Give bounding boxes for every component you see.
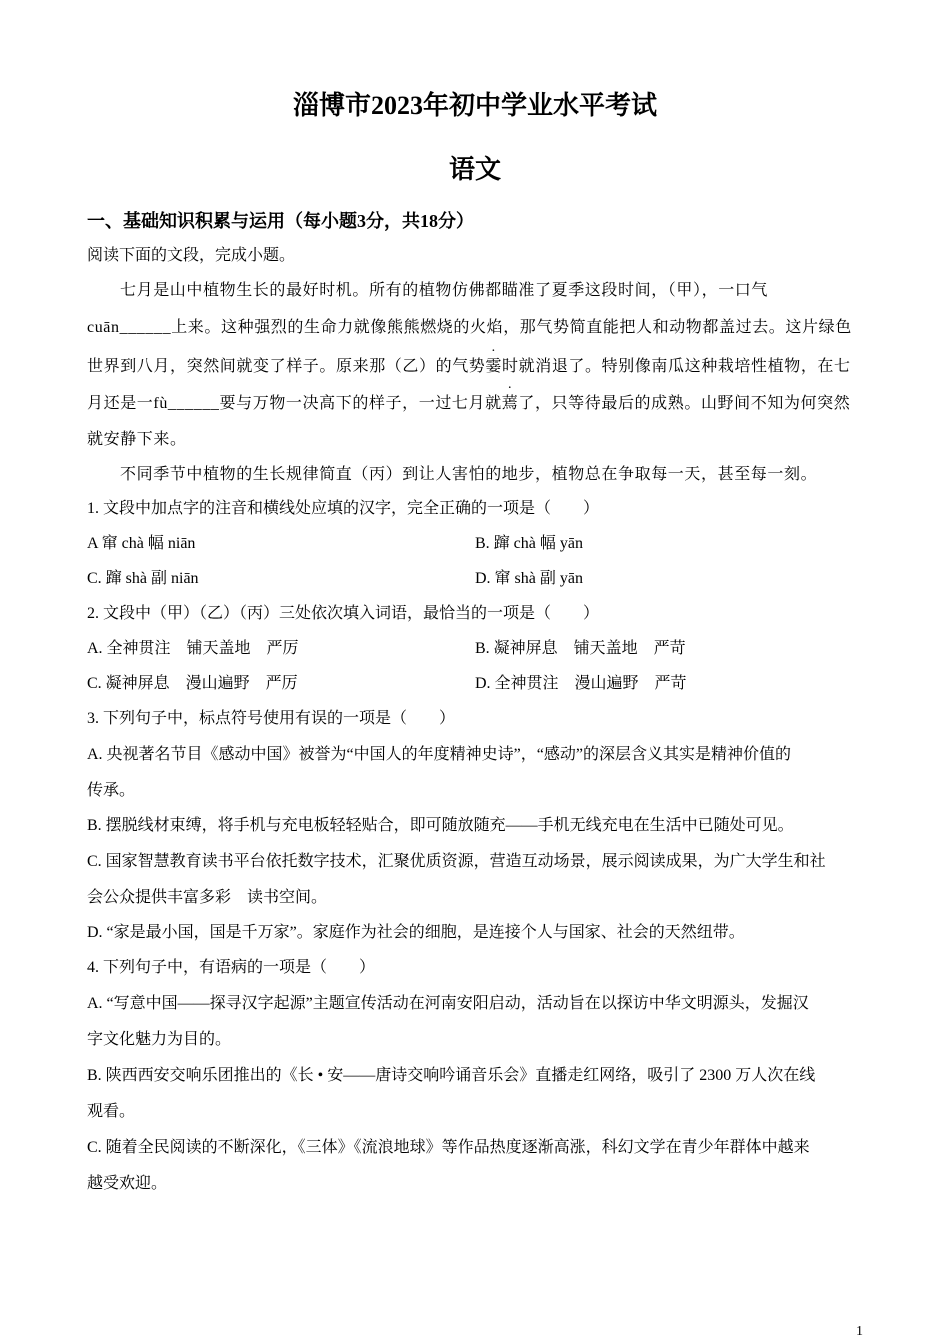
dotted-character: 蔫 [501,395,519,412]
passage-text: 月还是一fù______要与万物一决高下的样子，一过七月就 [87,395,502,412]
passage-text: 了，只等待最后的成熟。山野间不知为何突然 [518,395,851,412]
question-1-option-c: C. 蹿 shà 副 niān [87,570,199,587]
question-3-stem: 3. 下列句子中，标点符号使用有误的一项是（ ） [87,710,456,727]
section-heading: 一、基础知识积累与运用（每小题3分，共18分） [87,211,474,231]
question-1-option-b: B. 蹿 chà 幅 yān [475,535,583,552]
question-4-stem: 4. 下列句子中，有语病的一项是（ ） [87,959,376,976]
question-1-stem: 1. 文段中加点字的注音和横线处应填的汉字，完全正确的一项是（ ） [87,500,600,517]
passage-line-3 [87,355,851,379]
question-1-option-a: A 窜 chà 幅 niān [87,535,196,552]
question-2-option-c: C. 凝神屏息 漫山遍野 严厉 [87,675,298,692]
question-3-option-a: A. 央视著名节目《感动中国》被誉为“中国人的年度精神史诗”，“感动”的深层含义其实是精神价值的 [87,746,791,763]
passage-line-5: 就安静下来。 [87,431,187,448]
question-2-option-d: D. 全神贯注 漫山遍野 严苛 [475,675,687,692]
page-number: 1 [856,1324,863,1339]
question-1-option-d: D. 窜 shà 副 yān [475,570,583,587]
instruction: 阅读下面的文段，完成小题。 [87,247,296,264]
passage-line-1: 七月是山中植物生长的最好时机。所有的植物仿佛都瞄准了夏季这段时间，（甲），一口气 [120,282,769,299]
question-3-option-b: B. 摆脱线材束缚，将手机与充电板轻轻贴合，即可随放随充——手机无线充电在生活中已随处可见。 [87,817,794,834]
passage-line-6: 不同季节中植物的生长规律简直（丙）到让人害怕的地步，植物总在争取每一天，甚至每一刻。 [120,466,818,483]
exam-title: 淄博市2023年初中学业水平考试 [292,91,657,120]
dotted-character: 霎 [485,358,503,375]
question-4-option-a: A. “写意中国——探寻汉字起源”主题宣传活动在河南安阳启动，活动旨在以探访中华文明源头，发掘汉 [87,995,809,1012]
question-4-option-b-cont: 观看。 [87,1103,136,1120]
passage-line-2: cuān______上来。这种强烈的生命力就像熊熊燃烧的火焰，那气势简直能把人和动物都盖过去。这片绿色 [87,319,852,336]
passage-text: 世界到八月，突然间就变了样子。原来那（乙）的气势 [87,358,486,375]
question-4-option-c-cont: 越受欢迎。 [87,1175,168,1192]
question-2-option-a: A. 全神贯注 铺天盖地 严厉 [87,640,299,657]
question-4-option-a-cont: 字文化魅力为目的。 [87,1031,232,1048]
question-3-option-c-cont: 会公众提供丰富多彩 读书空间。 [87,889,328,906]
passage-line-4 [87,392,850,416]
question-4-option-b: B. 陕西西安交响乐团推出的《长 • 安——唐诗交响吟诵音乐会》直播走红网络，吸引了 2300 万人次在线 [87,1067,816,1084]
question-4-option-c: C. 随着全民阅读的不断深化，《三体》《流浪地球》等作品热度逐渐高涨，科幻文学在青少年群体中越来 [87,1139,810,1156]
question-3-option-d: D. “家是最小国，国是千万家”。家庭作为社会的细胞，是连接个人与国家、社会的天然纽带。 [87,924,745,941]
question-3-option-c: C. 国家智慧教育读书平台依托数字技术，汇聚优质资源，营造互动场景，展示阅读成果，为广大学生和社 [87,853,826,870]
question-3-option-a-cont: 传承。 [87,782,136,799]
subject-title: 语文 [448,155,501,184]
passage-text: 时就消退了。特别像南瓜这种栽培性植物，在七 [502,358,851,375]
question-2-stem: 2. 文段中（甲）（乙）（丙）三处依次填入词语，最恰当的一项是（ ） [87,605,600,622]
question-2-option-b: B. 凝神屏息 铺天盖地 严苛 [475,640,686,657]
